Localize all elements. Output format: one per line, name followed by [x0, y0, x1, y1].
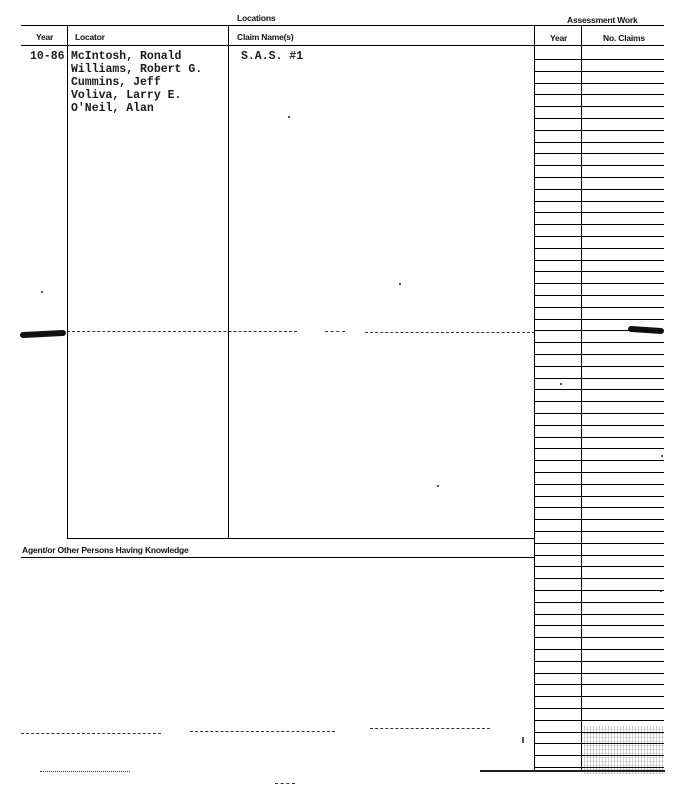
- divider-claims-assessment: [534, 25, 535, 770]
- assessment-grid-row-line: [534, 590, 664, 591]
- assessment-grid-row-line: [534, 59, 664, 60]
- assessment-work-title: Assessment Work: [567, 15, 638, 25]
- assessment-grid-row-line: [534, 649, 664, 650]
- speck-5: [560, 383, 562, 385]
- assessment-grid-row-line: [534, 413, 664, 414]
- assessment-grid-row-line: [534, 531, 664, 532]
- assessment-grid-row-line: [534, 330, 664, 331]
- speck-4: [437, 485, 439, 487]
- assessment-grid-row-line: [534, 767, 664, 768]
- column-header-aw-year: Year: [550, 33, 568, 43]
- assessment-grid-row-line: [534, 437, 664, 438]
- scan-artifact-bottom-4: [40, 771, 130, 772]
- assessment-grid-row-line: [534, 637, 664, 638]
- speck-8: [522, 737, 524, 743]
- assessment-grid-row-line: [534, 307, 664, 308]
- assessment-grid-row-line: [534, 236, 664, 237]
- scan-mark-left: [20, 330, 66, 338]
- assessment-grid-row-line: [534, 614, 664, 615]
- assessment-grid-row-line: [534, 106, 664, 107]
- assessment-grid-row-line: [534, 94, 664, 95]
- assessment-grid-row-line: [534, 389, 664, 390]
- speck-6: [661, 455, 663, 457]
- assessment-grid-row-line: [534, 448, 664, 449]
- entry-locator-3: Cummins, Jeff: [71, 76, 161, 89]
- assessment-grid-row-line: [534, 578, 664, 579]
- assessment-grid-row-line: [534, 543, 664, 544]
- divider-year-locator: [67, 25, 68, 538]
- assessment-grid-row-line: [534, 566, 664, 567]
- assessment-grid-row-line: [534, 354, 664, 355]
- assessment-grid-row-line: [534, 425, 664, 426]
- assessment-grid-row-line: [534, 295, 664, 296]
- assessment-grid-row-line: [534, 319, 664, 320]
- assessment-grid-row-line: [534, 177, 664, 178]
- assessment-grid-row-line: [534, 271, 664, 272]
- assessment-grid-row-line: [534, 484, 664, 485]
- scan-artifact-bottom-1: [21, 733, 161, 734]
- entry-locator-4: Voliva, Larry E.: [71, 89, 182, 102]
- header-top-rule: [21, 25, 664, 26]
- assessment-grid-row-line: [534, 83, 664, 84]
- assessment-grid-row-line: [534, 142, 664, 143]
- speck-2: [41, 291, 43, 293]
- fold-line-left: [67, 331, 297, 332]
- assessment-grid-row-line: [534, 165, 664, 166]
- assessment-grid-row-line: [534, 460, 664, 461]
- assessment-grid-row-line: [534, 684, 664, 685]
- entry-locator-5: O'Neil, Alan: [71, 102, 154, 115]
- assessment-grid-row-line: [534, 189, 664, 190]
- assessment-grid-row-line: [534, 130, 664, 131]
- scan-artifact-bottom-2: [190, 731, 335, 732]
- divider-aw-year-claims: [581, 25, 582, 770]
- assessment-grid-row-line: [534, 755, 664, 756]
- assessment-grid-row-line: [534, 248, 664, 249]
- assessment-grid-row-line: [534, 153, 664, 154]
- entry-year: 10-86: [30, 50, 65, 63]
- column-header-claim-names: Claim Name(s): [237, 32, 294, 42]
- scan-artifact-bottom-3: [370, 728, 490, 729]
- assessment-grid-row-line: [534, 212, 664, 213]
- locations-title: Locations: [237, 13, 276, 23]
- speck-1: [288, 116, 290, 118]
- entry-locator-2: Williams, Robert G.: [71, 63, 203, 76]
- assessment-grid-row-line: [534, 342, 664, 343]
- agent-section-label: Agent/or Other Persons Having Knowledge: [22, 545, 189, 555]
- fold-line-right: [365, 332, 535, 333]
- assessment-grid-row-line: [534, 555, 664, 556]
- scan-artifact-bottom-6: [275, 783, 295, 784]
- speck-3: [399, 283, 401, 285]
- assessment-grid-row-line: [534, 743, 664, 744]
- entry-locator-1: McIntosh, Ronald: [71, 50, 182, 63]
- assessment-grid-row-line: [534, 720, 664, 721]
- assessment-grid-row-line: [534, 118, 664, 119]
- column-header-rule: [21, 45, 664, 46]
- column-header-locator: Locator: [75, 32, 105, 42]
- assessment-grid-row-line: [534, 260, 664, 261]
- assessment-grid-row-line: [534, 507, 664, 508]
- assessment-grid-row-line: [534, 283, 664, 284]
- assessment-grid-row-line: [534, 496, 664, 497]
- assessment-grid-row-line: [534, 708, 664, 709]
- assessment-grid-row-line: [534, 366, 664, 367]
- assessment-grid-row-line: [534, 71, 664, 72]
- column-header-year: Year: [36, 32, 54, 42]
- assessment-grid-row-line: [534, 661, 664, 662]
- assessment-grid-row-line: [534, 378, 664, 379]
- assessment-grid-row-line: [534, 519, 664, 520]
- column-header-no-claims: No. Claims: [603, 33, 645, 43]
- assessment-grid-row-line: [534, 625, 664, 626]
- fold-line-mid: [325, 331, 345, 332]
- assessment-grid-row-line: [534, 401, 664, 402]
- agent-section-rule: [21, 557, 534, 558]
- assessment-grid-row-line: [534, 673, 664, 674]
- assessment-grid-row-line: [534, 472, 664, 473]
- assessment-grid-row-line: [534, 201, 664, 202]
- entry-claim-name: S.A.S. #1: [241, 50, 304, 63]
- assessment-grid-row-line: [534, 696, 664, 697]
- assessment-grid-row-line: [534, 602, 664, 603]
- divider-locator-claim: [228, 25, 229, 538]
- assessment-grid-row-line: [534, 732, 664, 733]
- locations-table-bottom-rule: [67, 538, 534, 539]
- assessment-grid-row-line: [534, 224, 664, 225]
